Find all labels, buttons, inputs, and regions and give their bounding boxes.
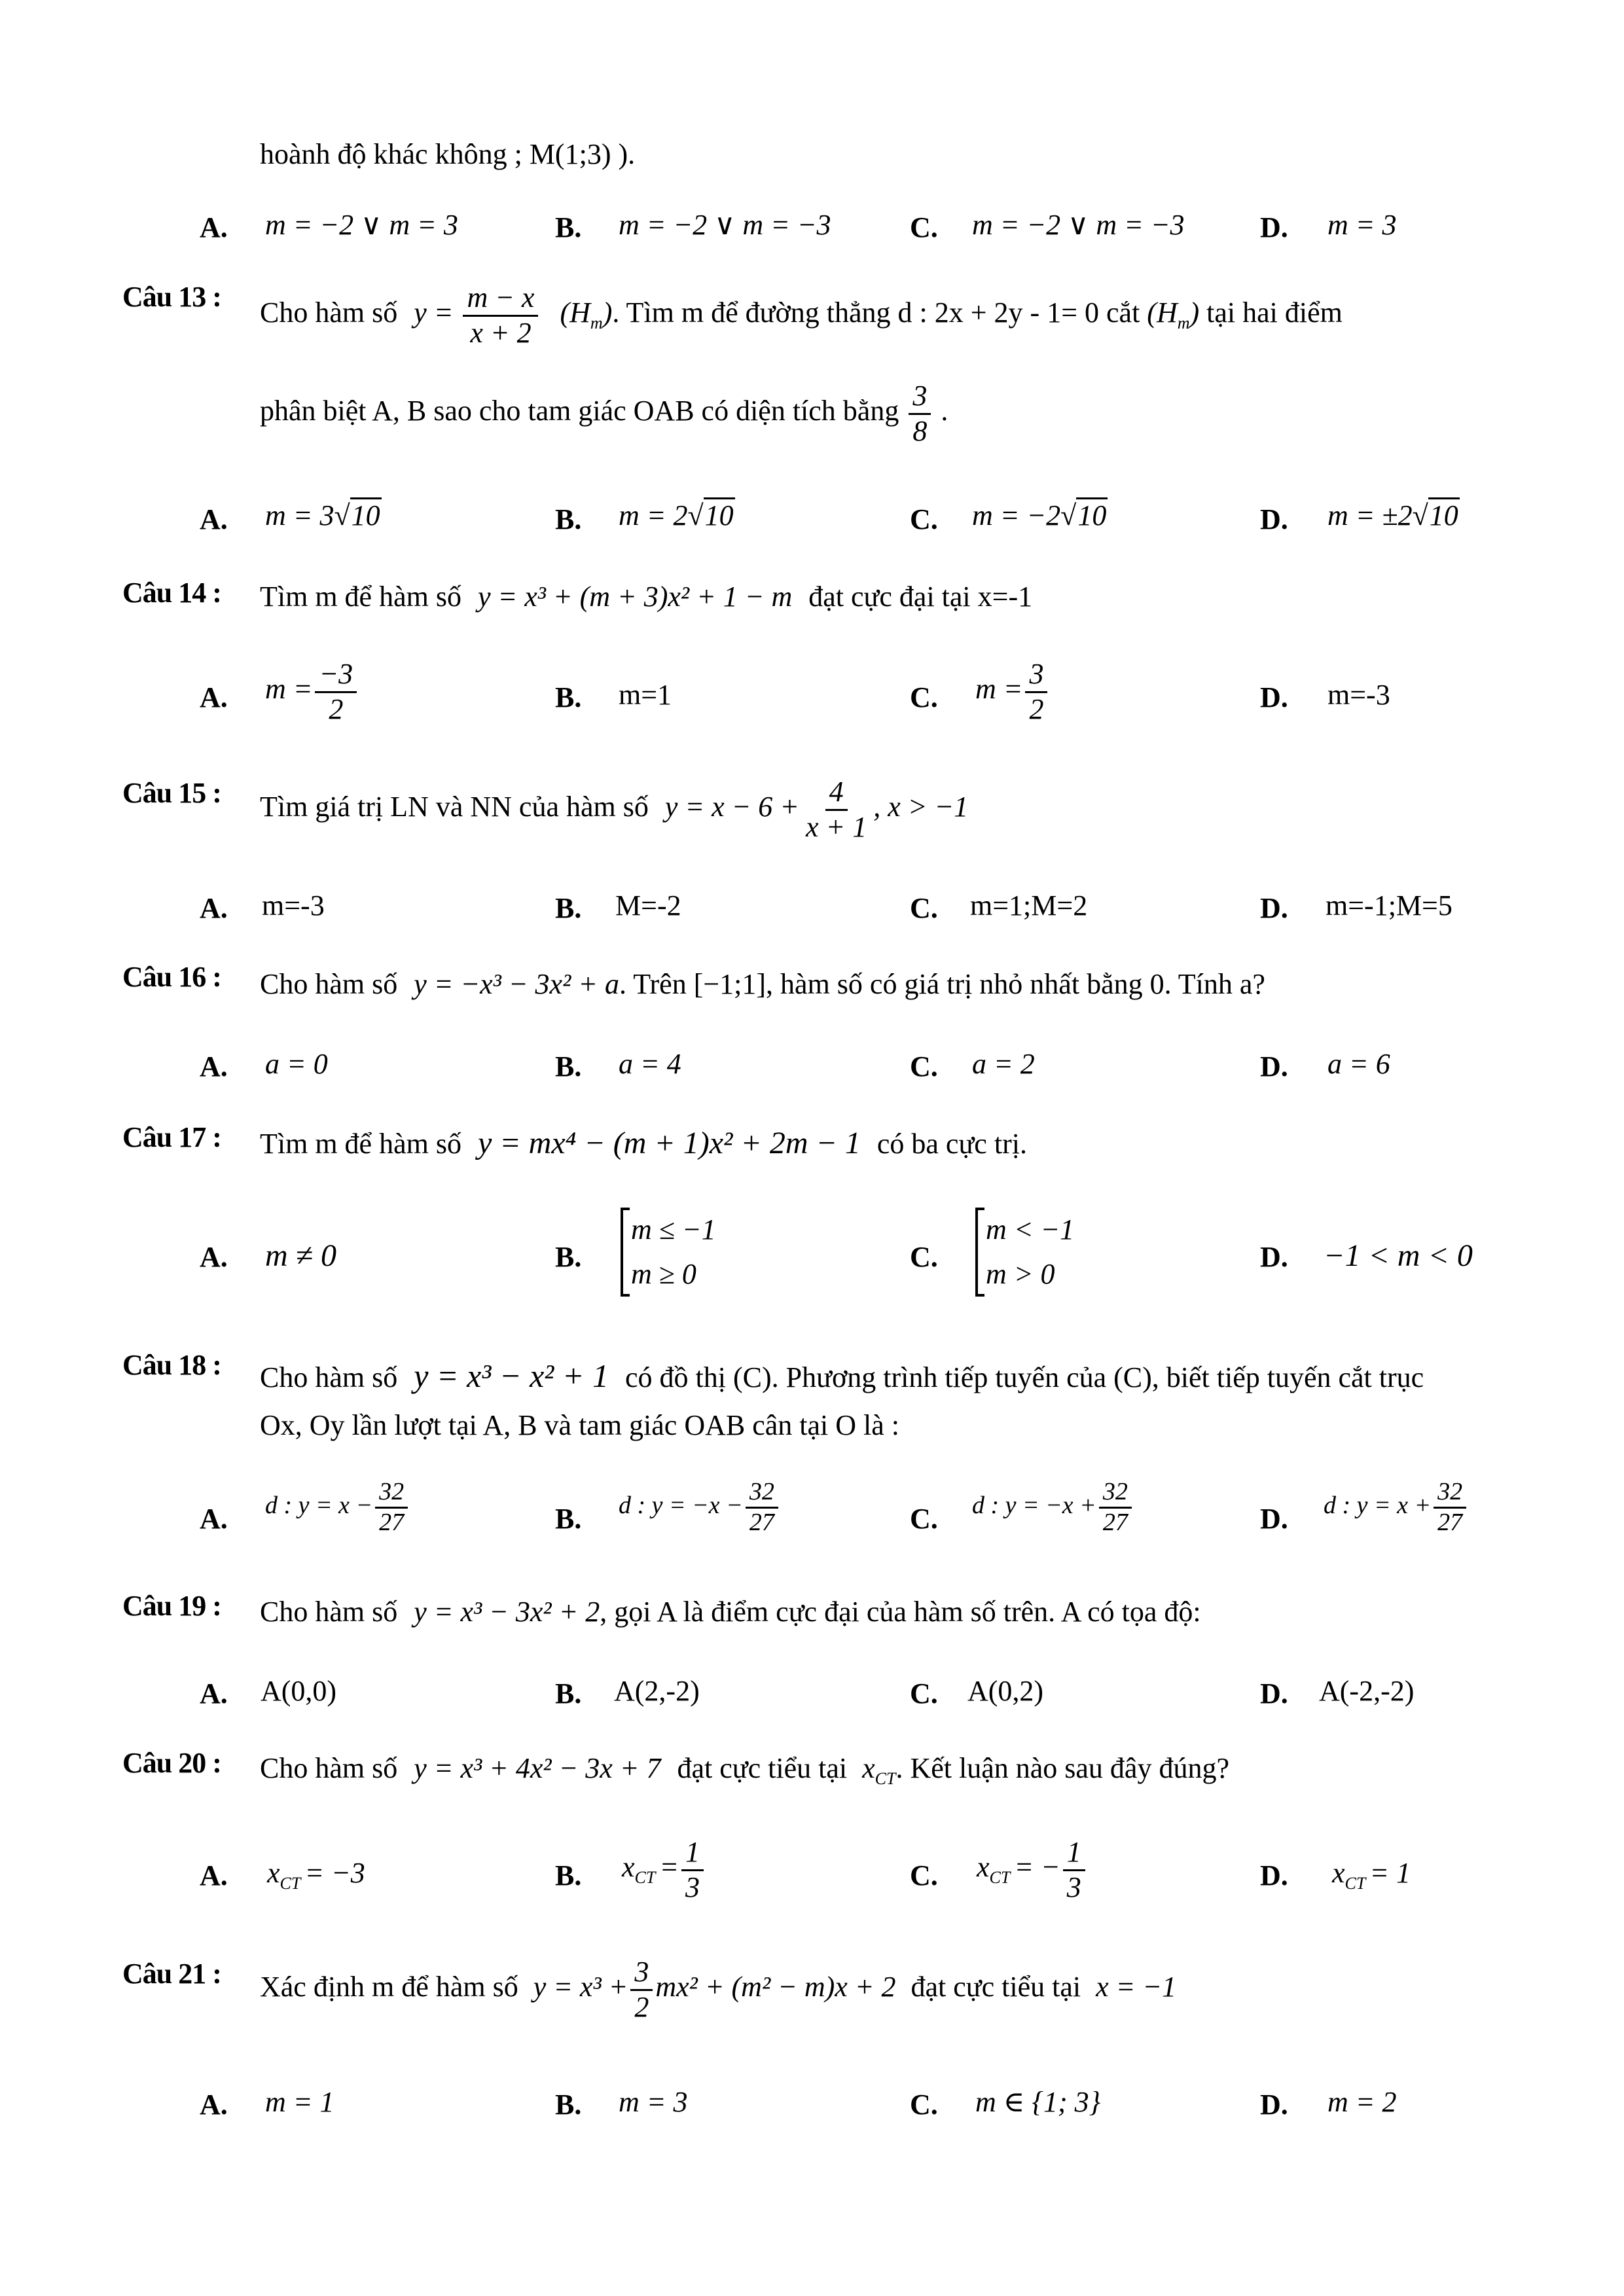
question-label: Câu 16 : xyxy=(122,961,221,993)
q15-stem: Tìm giá trị LN và NN của hàm số y = x − 6 + $\frac{4}{x + 1}$ , x > −1 xyxy=(260,776,969,843)
q12-option-d: m = 3 xyxy=(1327,209,1397,241)
q16-stem: Cho hàm số y = −x³ − 3x² + a. Trên [−1;1], hàm số có giá trị nhỏ nhất bằng 0. Tính a? xyxy=(260,968,1265,1000)
q15-option-b: M=-2 xyxy=(615,889,681,922)
question-label: Câu 20 : xyxy=(122,1747,221,1779)
q21-stem: Xác định m để hàm số y = x³ + $\frac{3}{2}$ mx² + (m² − m)x + 2 đạt cực tiểu tại x = −1 xyxy=(260,1956,1177,2023)
q15-option-d: m=-1;M=5 xyxy=(1326,889,1453,922)
q16-option-c: a = 2 xyxy=(972,1048,1035,1080)
q18-option-b: d : y = −x − $\frac{32}{27}$ xyxy=(619,1478,781,1537)
q19-option-c: A(0,2) xyxy=(967,1675,1044,1707)
q19-option-a: A(0,0) xyxy=(261,1675,337,1707)
q18-option-a: d : y = x − $\frac{32}{27}$ xyxy=(265,1478,410,1537)
q13-option-c: m = −2√10 xyxy=(972,499,1108,533)
q12-option-c: m = −2 ∨ m = −3 xyxy=(972,209,1185,241)
q13-fraction: $\frac{m - x}{x + 2}$ xyxy=(463,281,538,350)
question-label: Câu 21 : xyxy=(122,1958,221,1990)
q17-option-a: m ≠ 0 xyxy=(265,1238,337,1273)
q14-stem: Tìm m để hàm số y = x³ + (m + 3)x² + 1 − m đạt cực đại tại x=-1 xyxy=(260,581,1033,613)
q17-option-c: m < −1 m > 0 xyxy=(975,1208,1074,1297)
option-letter-c: C. xyxy=(910,211,938,243)
question-label: Câu 15 : xyxy=(122,777,221,809)
q20-option-b: $x_{CT}$ = $\frac{1}{3}$ xyxy=(622,1836,706,1904)
option-letter-d: D. xyxy=(1260,211,1288,243)
q18-option-d: d : y = x + $\frac{32}{27}$ xyxy=(1324,1478,1469,1537)
q15-option-a: m=-3 xyxy=(262,889,325,922)
q19-stem: Cho hàm số y = x³ − 3x² + 2, gọi A là điểm cực đại của hàm số trên. A có tọa độ: xyxy=(260,1596,1201,1628)
q18-stem-line1: Cho hàm số y = x³ − x² + 1 có đồ thị (C). Phương trình tiếp tuyến của (C), biết tiếp tuyến cắt trục xyxy=(260,1357,1424,1394)
q17-option-d: −1 < m < 0 xyxy=(1324,1238,1473,1273)
q20-option-c: $x_{CT}$ = − $\frac{1}{3}$ xyxy=(977,1836,1088,1904)
q16-option-b: a = 4 xyxy=(619,1048,681,1080)
question-label: Câu 19 : xyxy=(122,1590,221,1622)
q17-option-b: m ≤ −1 m ≥ 0 xyxy=(621,1208,716,1297)
q13-stem-line1: Cho hàm số y = $\frac{m - x}{x + 2}$ $(H_m)$. Tìm m để đường thẳng d : 2x + 2y - 1= 0 cắt $(H_m)$ tại hai điểm xyxy=(260,281,1343,349)
q20-stem: Cho hàm số y = x³ + 4x² − 3x + 7 đạt cực tiểu tại $x_{CT}$. Kết luận nào sau đây đúng? xyxy=(260,1752,1229,1788)
q13-option-a: m = 3√10 xyxy=(265,499,382,533)
q18-stem-line2: Ox, Oy lần lượt tại A, B và tam giác OAB cân tại O là : xyxy=(260,1409,900,1441)
option-letter-a: A. xyxy=(200,211,228,243)
q14-option-a: m = $\frac{-3}{2}$ xyxy=(265,658,359,726)
q17-stem: Tìm m để hàm số y = mx⁴ − (m + 1)x² + 2m − 1 có ba cực trị. xyxy=(260,1126,1027,1160)
q21-option-d: m = 2 xyxy=(1327,2086,1397,2118)
q13-option-b: m = 2√10 xyxy=(619,499,735,533)
q20-option-d: $x_{CT} = 1$ xyxy=(1332,1857,1411,1893)
q12-option-b: m = −2 ∨ m = −3 xyxy=(619,209,831,241)
q13-stem-line2: phân biệt A, B sao cho tam giác OAB có diện tích bằng $\frac{3}{8}$ . xyxy=(260,380,948,447)
option-letter-b: B. xyxy=(555,211,582,243)
q18-option-c: d : y = −x + $\frac{32}{27}$ xyxy=(972,1478,1134,1537)
q14-option-c: m = $\frac{3}{2}$ xyxy=(975,658,1050,726)
q19-option-d: A(-2,-2) xyxy=(1319,1675,1415,1707)
q13-area-fraction: $\frac{3}{8}$ xyxy=(909,380,931,448)
question-label: Câu 14 : xyxy=(122,577,221,609)
q21-option-c: m ∈ {1; 3} xyxy=(975,2086,1101,2118)
q14-option-b: m=1 xyxy=(619,679,672,711)
question-label: Câu 18 : xyxy=(122,1349,221,1381)
q12-option-a: m = −2 ∨ m = 3 xyxy=(265,209,458,241)
q15-option-c: m=1;M=2 xyxy=(970,889,1088,922)
intro-line: hoành độ khác không ; M(1;3) ). xyxy=(260,138,636,170)
q20-option-a: $x_{CT} = -3$ xyxy=(267,1857,365,1893)
q16-option-d: a = 6 xyxy=(1327,1048,1390,1080)
q14-option-d: m=-3 xyxy=(1327,679,1390,711)
q13-option-d: m = ±2√10 xyxy=(1327,499,1460,533)
q21-option-b: m = 3 xyxy=(619,2086,688,2118)
q19-option-b: A(2,-2) xyxy=(614,1675,700,1707)
q16-option-a: a = 0 xyxy=(265,1048,328,1080)
question-label: Câu 13 : xyxy=(122,281,221,313)
exam-page: hoành độ khác không ; M(1;3) ). A. m = −2 ∨ m = 3 B. m = −2 ∨ m = −3 C. m = −2 ∨ m = −3 D. m = 3 Câu 13 : Cho hàm số y = $\frac{m - x}{x + 2}$ $(H_m)$. Tìm m để đường thẳng d : 2x + 2y - 1= 0 cắt $(H_m)$ tại hai điểm phân biệt A, B sao cho tam giác OAB có diện tích bằng $\frac{3}{8}$ . A. m = 3√10 B. m = 2√10 C. m = −2√10 D. m = ±2√10 Câu 14 : Tìm m để hàm số y = x³ + (m + 3)x² + 1 − m đạt cực đại tại x=-1 A. m = $\frac{-3}{2}$ B. m=1 C. m = $\frac{3}{2}$ D. m=-3 Câu 15 : Tìm giá trị LN và NN của hàm số y = x − 6 + $\frac{4}{x + 1}$ , x > −1 A. m=-3 B. M=-2 C. m=1;M=2 D. m=-1;M=5 Câu 16 : Cho hàm số y = −x³ − 3x² + a. Trên [−1;1], hàm số có giá trị nhỏ nhất bằng 0. Tính a? A. a = 0 B. a = 4 C. a = 2 D. a = 6 Câu 17 : Tìm m để hàm số y = mx⁴ − (m + 1)x² + 2m − 1 có ba cực trị. A. m ≠ 0 B. m ≤ −1 m ≥ 0 C. m < −1 m > 0 D. −1 < m < 0 Câu 18 : Cho hàm số y = x³ − x² + 1 có đồ thị (C). Phương trình tiếp tuyến của (C), biết tiếp tuyến cắt trục Ox, Oy lần lượt tại A, B và tam giác OAB cân tại O là : A. d : y = x − $\frac{32}{27}$ B. d : y = −x − $\frac{32}{27}$ C. d : y = −x + $\frac{32}{27}$ D. d : y = x + $\frac{32}{27}$ Câu 19 : Cho hàm số y = x³ − 3x² + 2, gọi A là điểm cực đại của hàm số trên. A có tọa độ: A. A(0,0) B. A(2,-2) C. A(0,2) D. A(-2,-2) Câu 20 : Cho hàm số y = x³ + 4x² − 3x + 7 đạt cực tiểu tại $x_{CT}$. Kết luận nào sau đây đúng? A. $x_{CT} = -3$ B. $x_{CT}$ = $\frac{1}{3}$ C. $x_{CT}$ = − $\frac{1}{3}$ D. $x_{CT} = 1$ Câu 21 : Xác định m để hàm số y = x³ + $\frac{3}{2}$ mx² + (m² − m)x + 2 đạt cực tiểu tại x = −1 A. m = 1 B. m = 3 C. m ∈ {1; 3} D. m = 2 xyxy=(122,138,1473,2121)
q21-option-a: m = 1 xyxy=(265,2086,334,2118)
question-label: Câu 17 : xyxy=(122,1121,221,1153)
